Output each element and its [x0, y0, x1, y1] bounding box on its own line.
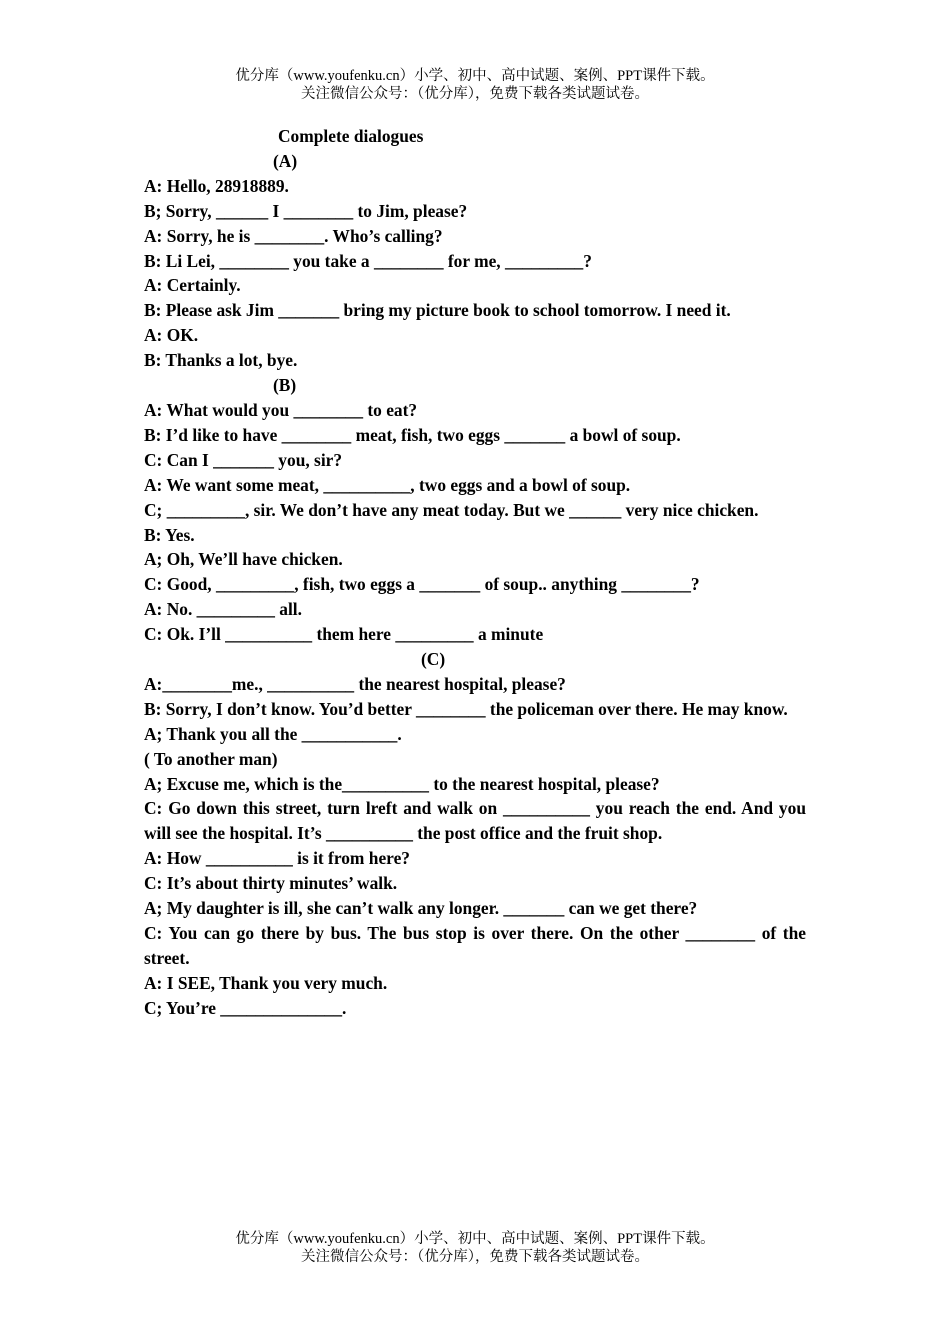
dialogue-line: A; Excuse me, which is the__________ to the nearest hospital, please? [144, 773, 660, 794]
worksheet-body [144, 124, 806, 1021]
section-b-label: (B) [273, 375, 297, 396]
dialogue-line: A; My daughter is ill, she can’t walk any longer. _______ can we get there? [144, 898, 698, 919]
dialogue-line: C: Can I _______ you, sir? [144, 449, 343, 470]
dialogue-line: B; Sorry, ______ I ________ to Jim, please? [144, 200, 468, 221]
section-a-label: (A) [273, 150, 298, 171]
dialogue-line: C: Ok. I’ll __________ them here _________ a minute [144, 624, 544, 645]
footer-line-2: 关注微信公众号：（优分库），免费下载各类试题试卷。 [301, 1249, 649, 1265]
dialogue-line: C: You can go there by bus. The bus stop is over there. On the other ________ of the street. [144, 923, 806, 968]
dialogue-line: C: It’s about thirty minutes’ walk. [144, 873, 398, 894]
dialogue-line: B: I’d like to have ________ meat, fish, two eggs _______ a bowl of soup. [144, 424, 681, 445]
dialogue-line: B: Li Lei, ________ you take a ________ for me, _________? [144, 250, 592, 271]
dialogue-line: A: OK. [144, 325, 199, 346]
dialogue-line: A: No. _________ all. [144, 599, 302, 620]
dialogue-line: A: How __________ is it from here? [144, 848, 410, 869]
dialogue-line: A: Hello, 28918889. [144, 175, 289, 196]
dialogue-line: C; _________, sir. We don’t have any meat today. But we ______ very nice chicken. [144, 499, 759, 520]
dialogue-line: C: Good, _________, fish, two eggs a _______ of soup.. anything ________? [144, 574, 700, 595]
dialogue-line: A: What would you ________ to eat? [144, 399, 418, 420]
dialogue-line: A: Certainly. [144, 275, 241, 296]
dialogue-line: B: Sorry, I don’t know. You’d better ________ the policeman over there. He may know. [144, 698, 788, 719]
page-footer [0, 1230, 950, 1266]
footer-line-1: 优分库（www.youfenku.cn）小学、初中、高中试题、案例、PPT课件下载。 [235, 1231, 715, 1247]
dialogue-line: ( To another man) [144, 748, 278, 769]
section-c-label: (C) [421, 649, 446, 670]
worksheet-title: Complete dialogues [278, 126, 424, 146]
dialogue-line: A: We want some meat, __________, two eggs and a bowl of soup. [144, 474, 631, 495]
dialogue-line: B: Please ask Jim _______ bring my picture book to school tomorrow. I need it. [144, 300, 731, 321]
dialogue-line: A:________me., __________ the nearest hospital, please? [144, 673, 566, 694]
dialogue-line: A; Thank you all the ___________. [144, 723, 402, 744]
header-line-1: 优分库（www.youfenku.cn）小学、初中、高中试题、案例、PPT课件下载。 [235, 68, 715, 84]
header-line-2: 关注微信公众号：（优分库），免费下载各类试题试卷。 [301, 86, 649, 102]
dialogue-line: A: Sorry, he is ________. Who’s calling? [144, 225, 443, 246]
dialogue-line: A: I SEE, Thank you very much. [144, 972, 388, 993]
dialogue-line: B: Thanks a lot, bye. [144, 350, 298, 371]
dialogue-line: B: Yes. [144, 524, 195, 545]
dialogue-line: A; Oh, We’ll have chicken. [144, 549, 343, 570]
dialogue-line: C; You’re ______________. [144, 997, 347, 1018]
page-header [0, 67, 950, 103]
dialogue-line: C: Go down this street, turn lreft and walk on __________ you reach the end. And you will see the hospital. It’s __________ the post office and the fruit shop. [144, 798, 806, 844]
